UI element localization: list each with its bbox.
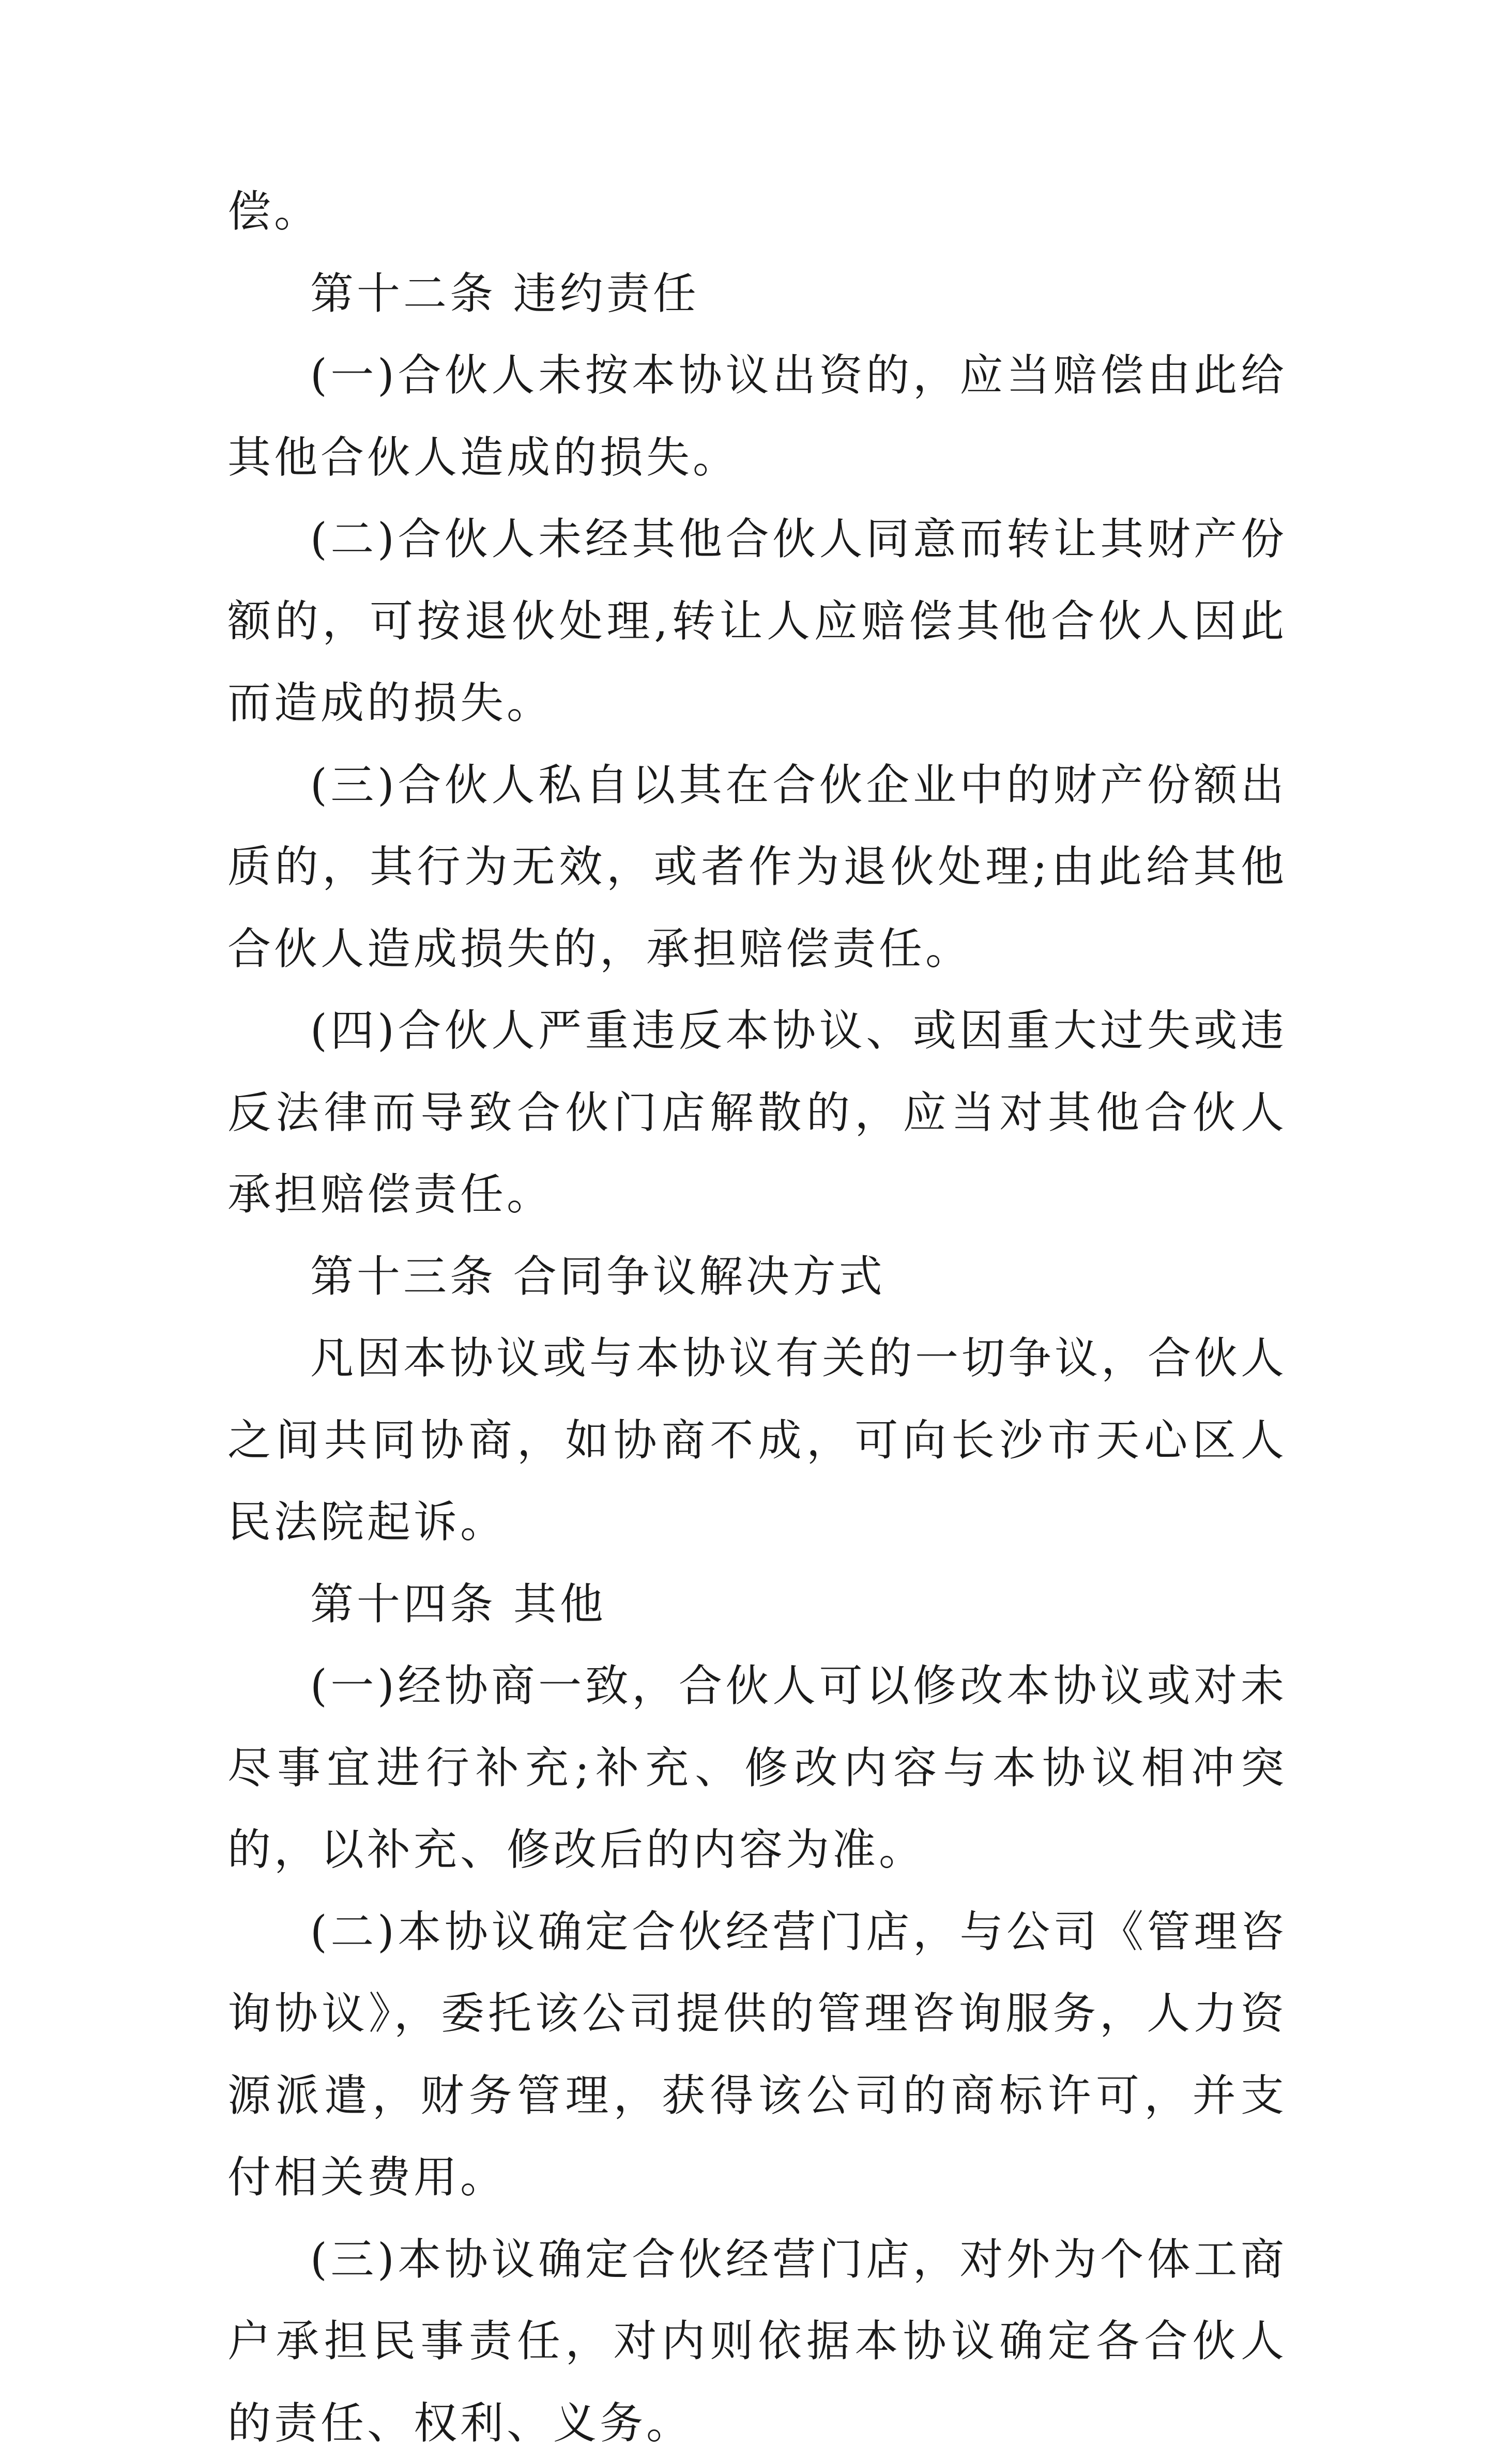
article-14-clause-3: (三)本协议确定合伙经营门店，对外为个体工商户承担民事责任，对内则依据本协议确定各合伙人的责任、权利、义务。 — [227, 2219, 1287, 2464]
document-body — [227, 171, 1287, 2464]
article-12-clause-1: (一)合伙人未按本协议出资的，应当赔偿由此给其他合伙人造成的损失。 — [227, 334, 1287, 498]
article-12-clause-2: (二)合伙人未经其他合伙人同意而转让其财产份额的，可按退伙处理,转让人应赔偿其他合伙人因此而造成的损失。 — [227, 498, 1287, 744]
article-14-clause-2: (二)本协议确定合伙经营门店，与公司《管理咨询协议》，委托该公司提供的管理咨询服务，人力资源派遣，财务管理，获得该公司的商标许可，并支付相关费用。 — [227, 1891, 1287, 2219]
article-12-clause-3: (三)合伙人私自以其在合伙企业中的财产份额出质的，其行为无效，或者作为退伙处理;由此给其他合伙人造成损失的，承担赔偿责任。 — [227, 744, 1287, 990]
article-14-clause-1: (一)经协商一致，合伙人可以修改本协议或对未尽事宜进行补充;补充、修改内容与本协议相冲突的，以补充、修改后的内容为准。 — [227, 1645, 1287, 1891]
article-13-heading: 第十三条 合同争议解决方式 — [227, 1236, 1287, 1318]
article-12-clause-4: (四)合伙人严重违反本协议、或因重大过失或违反法律而导致合伙门店解散的，应当对其他合伙人承担赔偿责任。 — [227, 990, 1287, 1236]
paragraph-continuation: 偿。 — [227, 171, 1287, 253]
article-14-heading: 第十四条 其他 — [227, 1563, 1287, 1645]
article-13-body: 凡因本协议或与本协议有关的一切争议，合伙人之间共同协商，如协商不成，可向长沙市天心区人民法院起诉。 — [227, 1317, 1287, 1563]
article-12-heading: 第十二条 违约责任 — [227, 253, 1287, 335]
